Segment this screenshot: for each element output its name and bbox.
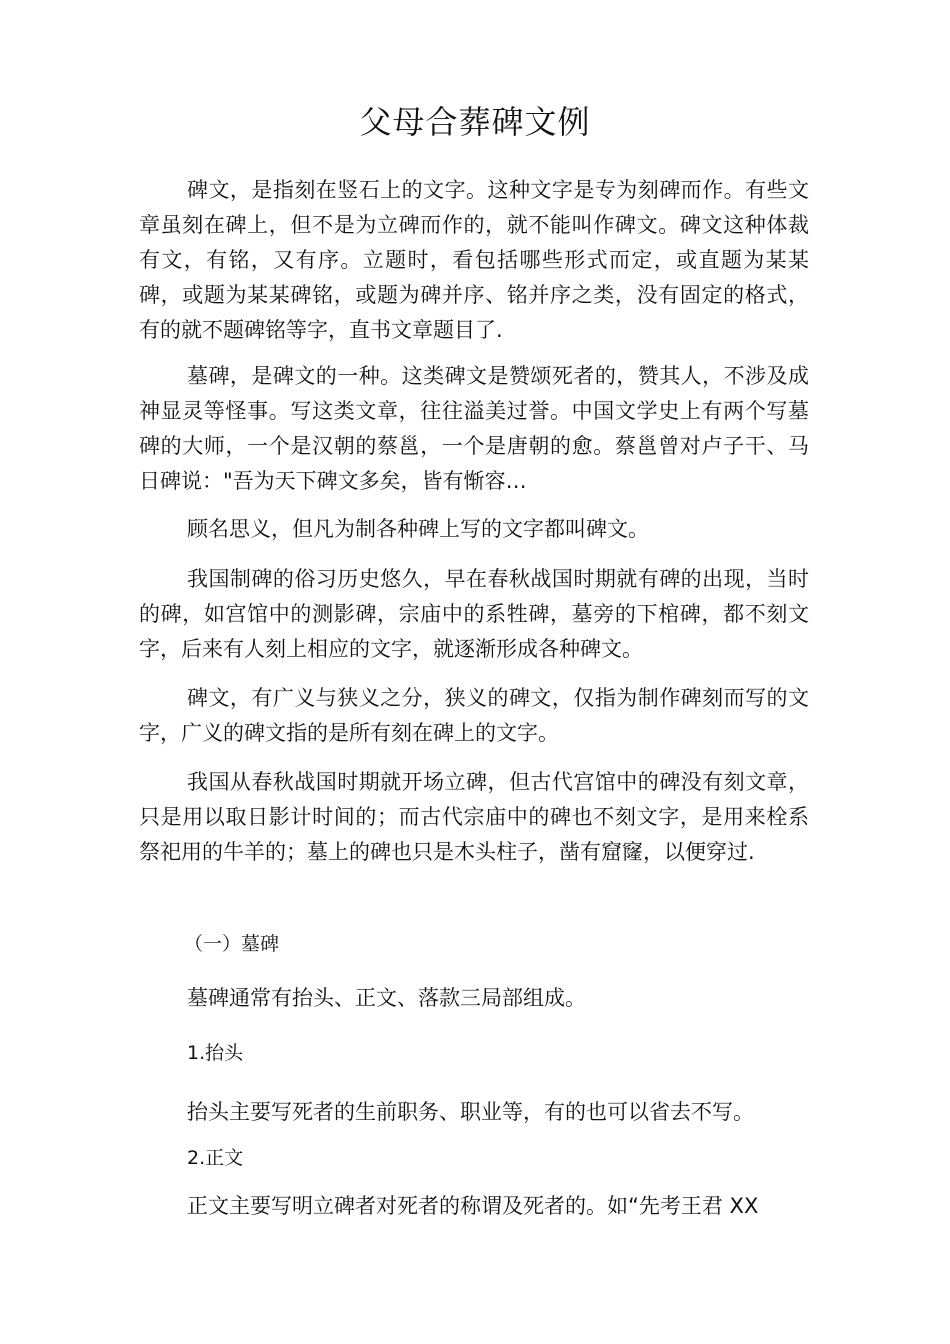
paragraph-2: 墓碑，是碑文的一种。这类碑文是赞颂死者的，赞其人，不涉及成神显灵等怪事。写这类文章，往往溢美过誉。中国文学史上有两个写墓碑的大师，一个是汉朝的蔡邕，一个是唐朝的愈。蔡邕曾对卢子干、马日碑说："吾为天下碑文多矣，皆有惭容…: [139, 364, 809, 493]
item-2-heading: 2.正文: [187, 1147, 244, 1169]
section-intro: 墓碑通常有抬头、正文、落款三局部组成。: [187, 986, 586, 1010]
paragraph-4: 我国制碑的俗习历史悠久，早在春秋战国时期就有碑的出现，当时的碑，如宫馆中的测影碑，宗庙中的系牲碑，墓旁的下棺碑，都不刻文字，后来有人刻上相应的文字，就逐渐形成各种碑文。: [139, 567, 809, 661]
section-heading: （一）墓碑: [184, 933, 280, 955]
paragraph-6: 我国从春秋战国时期就开场立碑，但古代宫馆中的碑没有刻文章，只是用以取日影计时间的；而古代宗庙中的碑也不刻文字，是用来栓系祭祀用的牛羊的；墓上的碑也只是木头柱子，凿有窟窿，以便穿过.: [139, 770, 809, 864]
item-1-text: 抬头主要写死者的生前职务、职业等，有的也可以省去不写。: [187, 1100, 754, 1124]
paragraph-3: 顾名思义，但凡为制各种碑上写的文字都叫碑文。: [187, 517, 649, 541]
item-1-heading: 1.抬头: [187, 1042, 244, 1064]
paragraph-5: 碑文，有广义与狭义之分，狭义的碑文，仅指为制作碑刻而写的文字，广义的碑文指的是所有刻在碑上的文字。: [139, 686, 809, 745]
document-title: 父母合葬碑文例: [359, 103, 591, 141]
item-2-text: 正文主要写明立碑者对死者的称谓及死者的。如“先考王君 XX: [187, 1194, 759, 1218]
paragraph-1: 碑文，是指刻在竖石上的文字。这种文字是专为刻碑而作。有些文章虽刻在碑上，但不是为立碑而作的，就不能叫作碑文。碑文这种体裁有文，有铭，又有序。立题时，看包括哪些形式而定，或直题为某某碑，或题为某某碑铭，或题为碑并序、铭并序之类，没有固定的格式，有的就不题碑铭等字，直书文章题目了.: [139, 178, 809, 342]
